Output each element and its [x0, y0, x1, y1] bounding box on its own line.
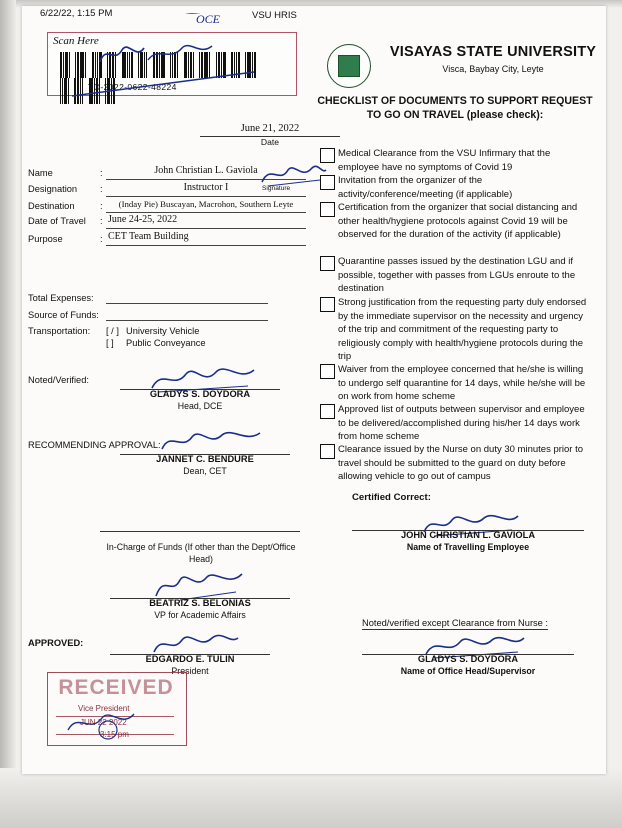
field-value-purpose: CET Team Building	[108, 231, 189, 242]
label-approved: APPROVED:	[28, 638, 84, 648]
name-travelling-employee: JOHN CHRISTIAN L. GAVIOLA	[400, 530, 536, 540]
scan-timestamp: 6/22/22, 1:15 PM	[40, 8, 113, 19]
received-stamp-office: Vice President	[78, 704, 130, 713]
checklist-item-6: Approved list of outputs between supervisor and employee to be delivered/accomplished during his/her 14 days work from home scheme	[338, 404, 585, 443]
received-stamp-line-1	[56, 716, 174, 717]
field-value-name: John Christian L. Gaviola	[154, 165, 258, 176]
barcode	[60, 52, 260, 78]
field-colon-purpose: :	[100, 234, 103, 244]
scan-system-label: VSU HRIS	[252, 10, 297, 21]
received-stamp-word: RECEIVED	[58, 676, 174, 699]
title-vpaa: VP for Academic Affairs	[154, 610, 246, 620]
checkbox-1[interactable]	[320, 175, 335, 190]
signature-caption: Signature	[262, 185, 291, 192]
form-title-line1: CHECKLIST OF DOCUMENTS TO SUPPORT REQUEST	[317, 95, 593, 107]
title-noted-verified: Head, DCE	[177, 401, 223, 411]
checklist-item-2: Certification from the organizer that social distancing and other health/hygiene protocols against Covid 19 will be observed for the duration of the activity (if applicable)	[338, 202, 578, 241]
caption-travelling-employee: Name of Travelling Employee	[406, 542, 530, 552]
barcode-number: TO-2022-0622-48224	[88, 82, 177, 92]
form-title-line2: TO GO ON TRAVEL (please check):	[366, 109, 544, 121]
field-label-name: Name	[28, 168, 53, 178]
checkbox-7[interactable]	[320, 444, 335, 459]
caption-office-head: Name of Office Head/Supervisor	[400, 666, 536, 676]
name-vpaa: BEATRIZ S. BELONIAS	[149, 598, 251, 608]
field-colon-name: :	[100, 168, 103, 178]
label-recommending-approval: RECOMMENDING APPROVAL:	[28, 440, 161, 450]
checklist-item-0: Medical Clearance from the VSU Infirmary that the employee have no symptoms of Covid 19	[338, 148, 551, 173]
university-seal-icon	[327, 44, 371, 88]
label-noted-verified: Noted/Verified:	[28, 375, 89, 385]
name-recommending-approval: JANNET C. BENDURE	[156, 454, 254, 464]
rule-source-of-funds	[106, 320, 268, 321]
checkbox-0[interactable]	[320, 148, 335, 163]
field-value-designation: Instructor I	[183, 182, 229, 193]
field-colon-date-of-travel: :	[100, 216, 103, 226]
field-value-date-of-travel: June 24-25, 2022	[108, 214, 178, 225]
checklist-item-4: Strong justification from the requesting party duly endorsed by the immediate supervisor on the necessity and urgency of the trip and commitment of the requesting party to religiously comply with health/hygiene protocols during the trip	[338, 297, 587, 363]
scan-edge-left	[0, 0, 16, 828]
university-name: VISAYAS STATE UNIVERSITY	[389, 44, 597, 60]
field-label-designation: Designation	[28, 184, 78, 194]
checkbox-6[interactable]	[320, 404, 335, 419]
rule-total-expenses	[106, 303, 268, 304]
received-stamp-date: JUN 22 2022	[80, 718, 127, 727]
scan-here-label: Scan Here	[53, 35, 99, 47]
field-rule-name	[106, 179, 306, 180]
title-president: President	[171, 666, 209, 676]
checkbox-3[interactable]	[320, 256, 335, 271]
transport-option-1-label: Public Conveyance	[126, 338, 206, 348]
form-date-value: June 21, 2022	[240, 123, 300, 134]
field-rule-destination	[106, 212, 306, 213]
field-colon-designation: :	[100, 184, 103, 194]
form-date-caption: Date	[260, 137, 280, 147]
field-label-purpose: Purpose	[28, 234, 63, 244]
checkbox-5[interactable]	[320, 364, 335, 379]
field-rule-purpose	[106, 245, 306, 246]
university-address: Visca, Baybay City, Leyte	[442, 64, 544, 74]
label-certified-correct: Certified Correct:	[352, 492, 431, 503]
rule-in-charge-funds	[100, 531, 300, 532]
field-label-date-of-travel: Date of Travel	[28, 216, 86, 226]
checklist-item-5: Waiver from the employee concerned that he/she is willing to undergo self quarantine for 14 days, while he/she will be on work from home scheme	[338, 364, 586, 403]
checklist-item-1: Invitation from the organizer of the activity/conference/meeting (if applicable)	[338, 175, 513, 200]
field-rule-date-of-travel	[106, 228, 306, 229]
checklist-item-3: Quarantine passes issued by the destination LGU and if possible, together with passes from LGUs enroute to the destination	[338, 256, 576, 295]
received-stamp-time: 3:15 pm	[100, 730, 129, 739]
field-value-destination: (Inday Pie) Buscayan, Macrohon, Southern Leyte	[118, 199, 294, 209]
title-recommending-approval: Dean, CET	[183, 466, 227, 476]
transport-option-0-box[interactable]: [ / ]	[106, 326, 119, 336]
label-noted-except-nurse: Noted/verified except Clearance from Nurse :	[362, 618, 549, 628]
label-transportation: Transportation:	[28, 326, 91, 336]
label-total-expenses: Total Expenses:	[28, 293, 94, 303]
name-office-head: GLADYS S. DOYDORA	[417, 654, 519, 664]
transport-option-1-box[interactable]: [ ]	[106, 338, 114, 348]
scan-edge-bottom	[0, 768, 622, 828]
handwritten-mark-header: OCE	[196, 12, 220, 26]
title-in-charge-funds: In-Charge of Funds (If other than the Dept/Office Head)	[106, 542, 296, 564]
label-source-of-funds: Source of Funds:	[28, 310, 99, 320]
field-colon-destination: :	[100, 201, 103, 211]
name-noted-verified: GLADYS S. DOYDORA	[149, 389, 251, 399]
checkbox-4[interactable]	[320, 297, 335, 312]
name-president: EDGARDO E. TULIN	[145, 654, 235, 664]
checkbox-2[interactable]	[320, 202, 335, 217]
checklist-item-7: Clearance issued by the Nurse on duty 30 minutes prior to travel should be submitted to the guard on duty before allowing vehicle to go out of campus	[338, 444, 584, 483]
field-label-destination: Destination	[28, 201, 75, 211]
field-rule-designation	[106, 196, 306, 197]
transport-option-0-label: University Vehicle	[126, 326, 200, 336]
